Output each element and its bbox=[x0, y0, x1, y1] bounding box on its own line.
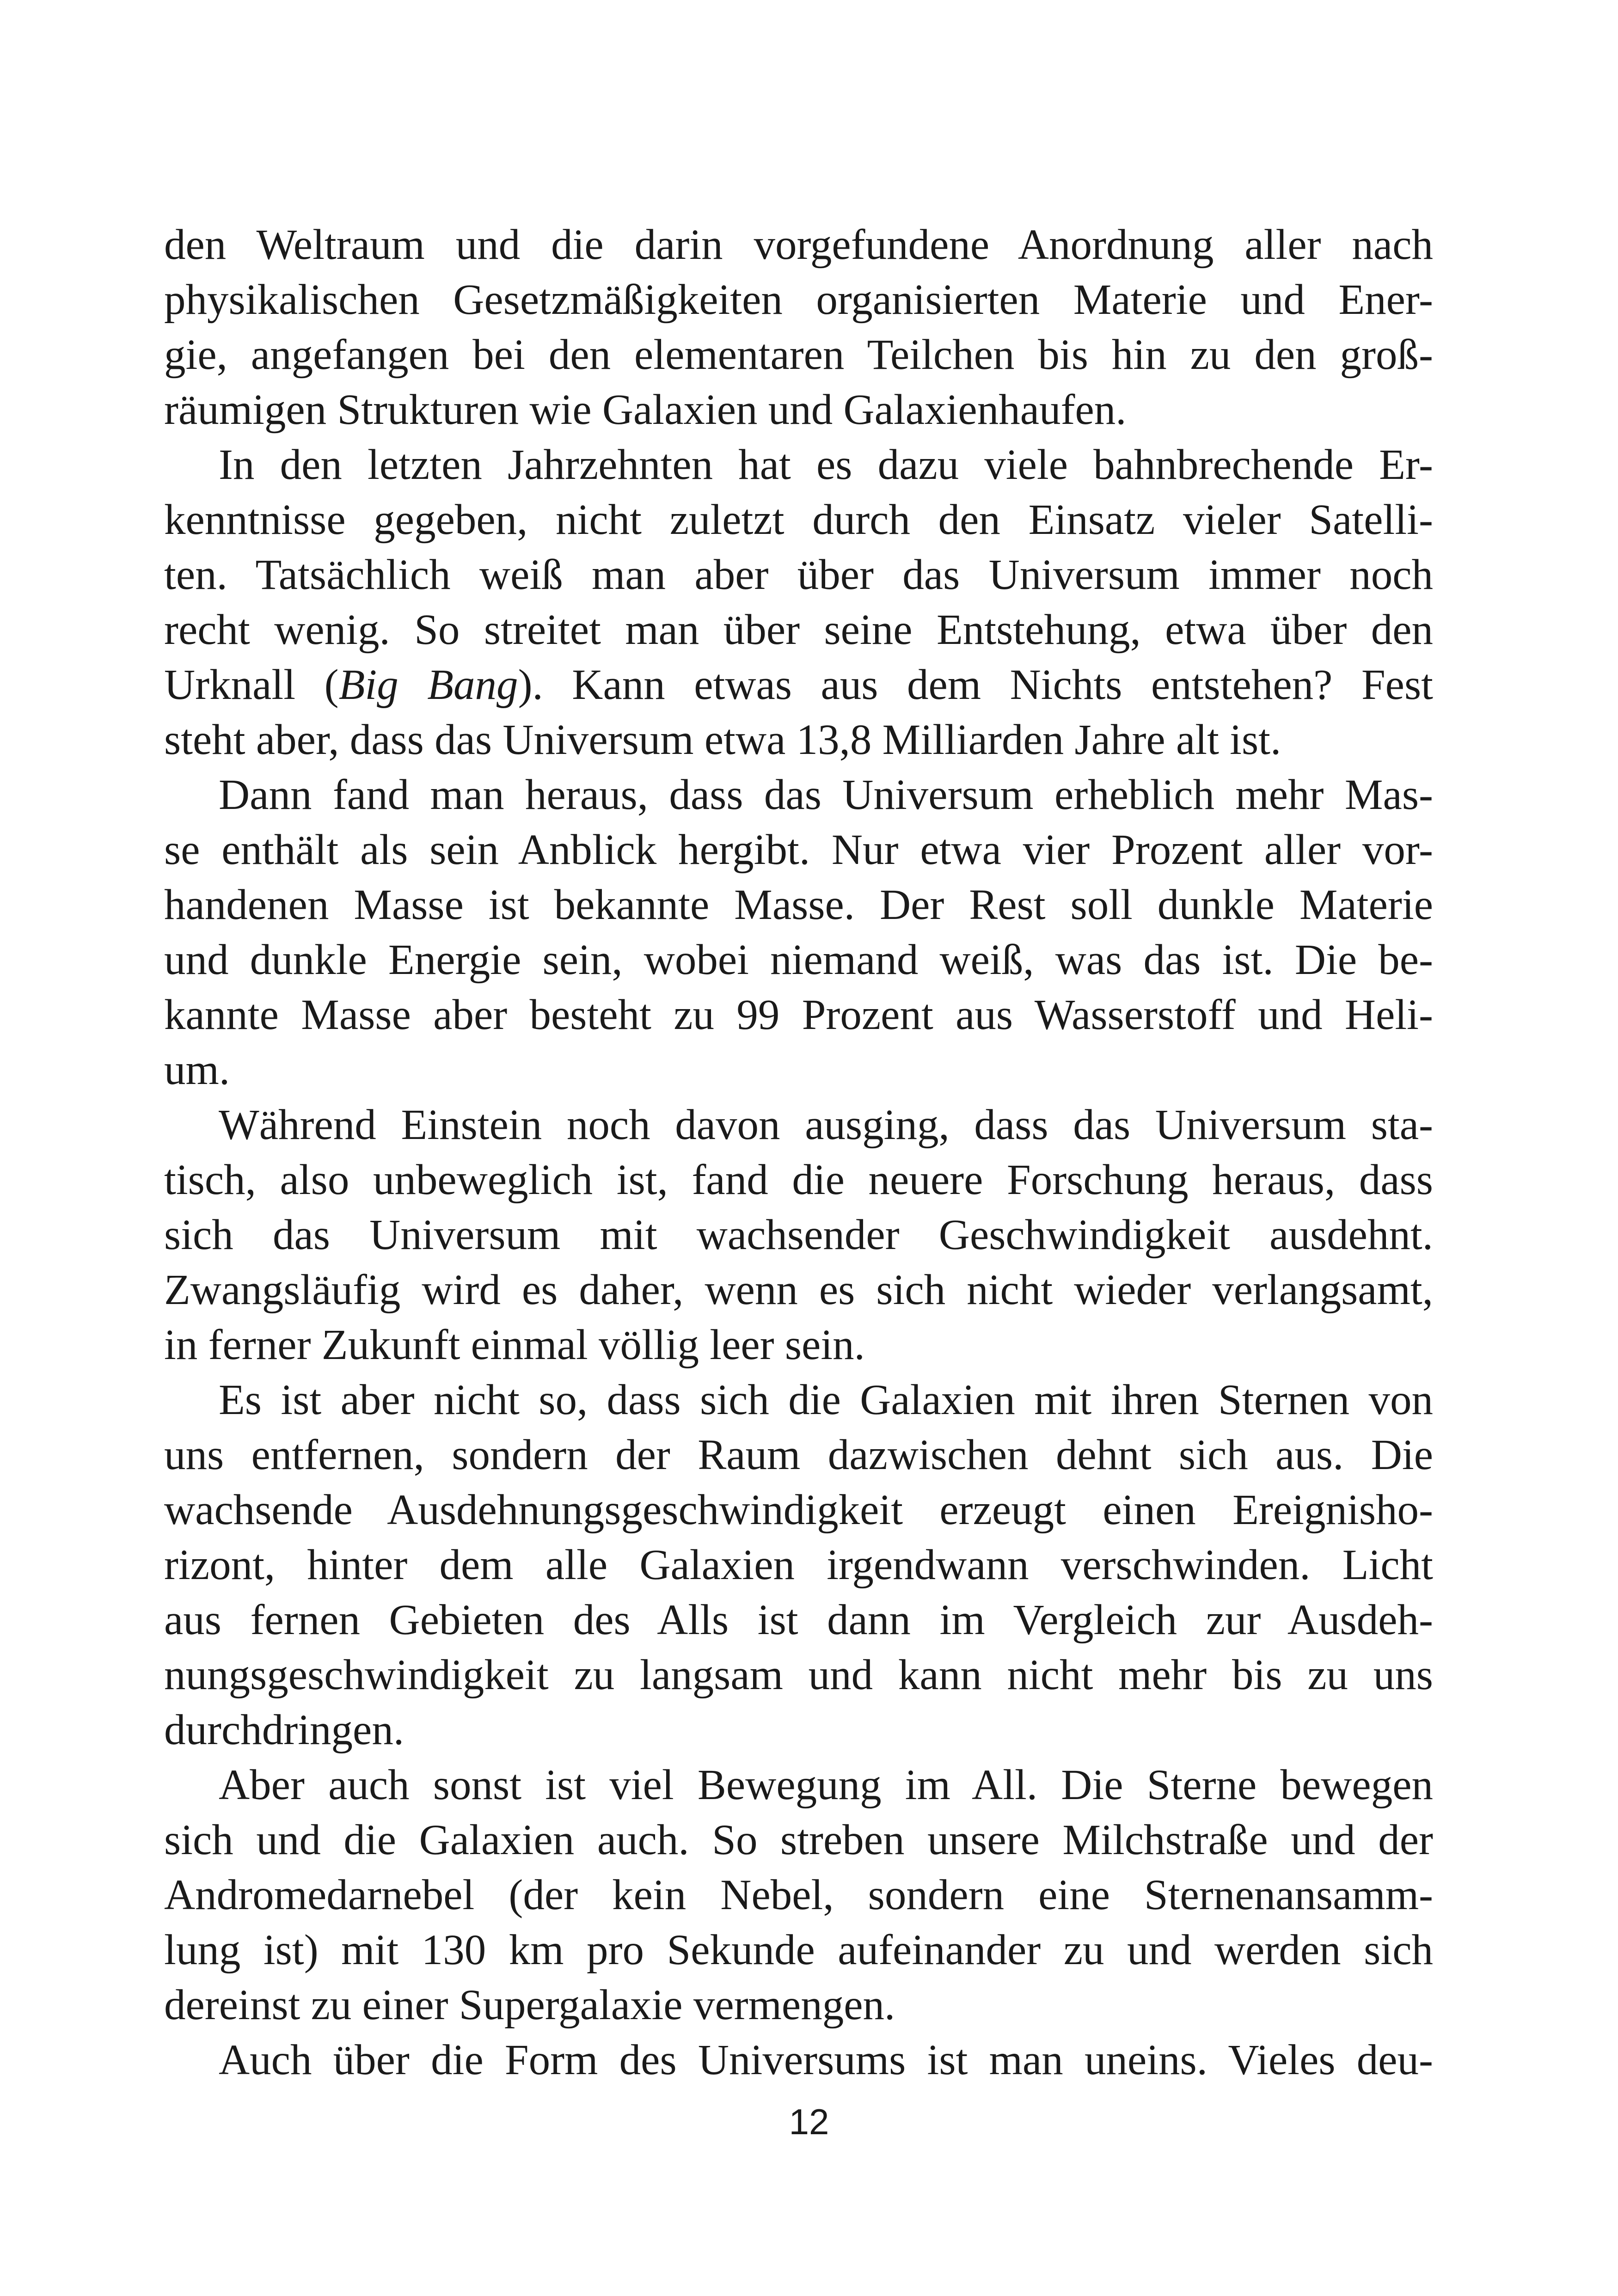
text-line: steht aber, dass das Universum etwa 13,8 Milliarden Jahre alt ist. bbox=[164, 716, 1281, 764]
text-line: Es ist aber nicht so, dass sich die Galaxien mit ihren Sternen von bbox=[219, 1376, 1433, 1424]
text-line: wachsende Ausdehnungsgeschwindigkeit erzeugt einen Ereignisho- bbox=[164, 1486, 1433, 1534]
text-line: dereinst zu einer Supergalaxie vermengen. bbox=[164, 1981, 895, 2029]
italic-term: Big Bang bbox=[338, 661, 518, 709]
text-line: nungsgeschwindigkeit zu langsam und kann nicht mehr bis zu uns bbox=[164, 1651, 1433, 1699]
text-line: Aber auch sonst ist viel Bewegung im All. Die Sterne bewegen bbox=[219, 1761, 1433, 1809]
text-line: kenntnisse gegeben, nicht zuletzt durch den Einsatz vieler Satelli- bbox=[164, 496, 1433, 544]
text-line: gie, angefangen bei den elementaren Teilchen bis hin zu den groß- bbox=[164, 331, 1433, 379]
text-line: lung ist) mit 130 km pro Sekunde aufeinander zu und werden sich bbox=[164, 1926, 1433, 1974]
text-line: kannte Masse aber besteht zu 99 Prozent aus Wasserstoff und Heli- bbox=[164, 991, 1433, 1039]
text-line: rizont, hinter dem alle Galaxien irgendwann verschwinden. Licht bbox=[164, 1541, 1433, 1589]
text-line: ten. Tatsächlich weiß man aber über das Universum immer noch bbox=[164, 551, 1433, 599]
text-line: Andromedarnebel (der kein Nebel, sondern eine Sternenansamm- bbox=[164, 1871, 1433, 1919]
text-line: handenen Masse ist bekannte Masse. Der Rest soll dunkle Materie bbox=[164, 881, 1433, 929]
text-line: Urknall (Big Bang). Kann etwas aus dem Nichts entstehen? Fest bbox=[164, 661, 1433, 709]
text-line: Zwangsläufig wird es daher, wenn es sich nicht wieder verlangsamt, bbox=[164, 1266, 1433, 1314]
text-line: recht wenig. So streitet man über seine Entstehung, etwa über den bbox=[164, 606, 1433, 654]
text-line: In den letzten Jahrzehnten hat es dazu viele bahnbrechende Er- bbox=[219, 441, 1433, 489]
text-line: Auch über die Form des Universums ist man uneins. Vieles deu- bbox=[219, 2036, 1433, 2084]
text-line: sich das Universum mit wachsender Geschwindigkeit ausdehnt. bbox=[164, 1211, 1433, 1259]
text-line: den Weltraum und die darin vorgefundene Anordnung aller nach bbox=[164, 221, 1433, 269]
text-line: physikalischen Gesetzmäßigkeiten organisierten Materie und Ener- bbox=[164, 276, 1433, 324]
text-line: uns entfernen, sondern der Raum dazwischen dehnt sich aus. Die bbox=[164, 1431, 1433, 1479]
body-text bbox=[164, 217, 1433, 2088]
text-line: Dann fand man heraus, dass das Universum erheblich mehr Mas- bbox=[219, 771, 1433, 819]
text-line: sich und die Galaxien auch. So streben unsere Milchstraße und der bbox=[164, 1816, 1433, 1864]
text-line: se enthält als sein Anblick hergibt. Nur etwa vier Prozent aller vor- bbox=[164, 826, 1433, 874]
text-line: tisch, also unbeweglich ist, fand die neuere Forschung heraus, dass bbox=[164, 1156, 1433, 1204]
text-line: durchdringen. bbox=[164, 1706, 404, 1754]
text-line: und dunkle Energie sein, wobei niemand weiß, was das ist. Die be- bbox=[164, 936, 1433, 984]
page-number: 12 bbox=[789, 2101, 829, 2142]
text-line: räumigen Strukturen wie Galaxien und Galaxienhaufen. bbox=[164, 386, 1127, 434]
text-line: aus fernen Gebieten des Alls ist dann im Vergleich zur Ausdeh- bbox=[164, 1596, 1433, 1644]
text-line: in ferner Zukunft einmal völlig leer sein. bbox=[164, 1321, 865, 1369]
text-line: Während Einstein noch davon ausging, dass das Universum sta- bbox=[219, 1101, 1433, 1149]
text-line: um. bbox=[164, 1046, 230, 1094]
